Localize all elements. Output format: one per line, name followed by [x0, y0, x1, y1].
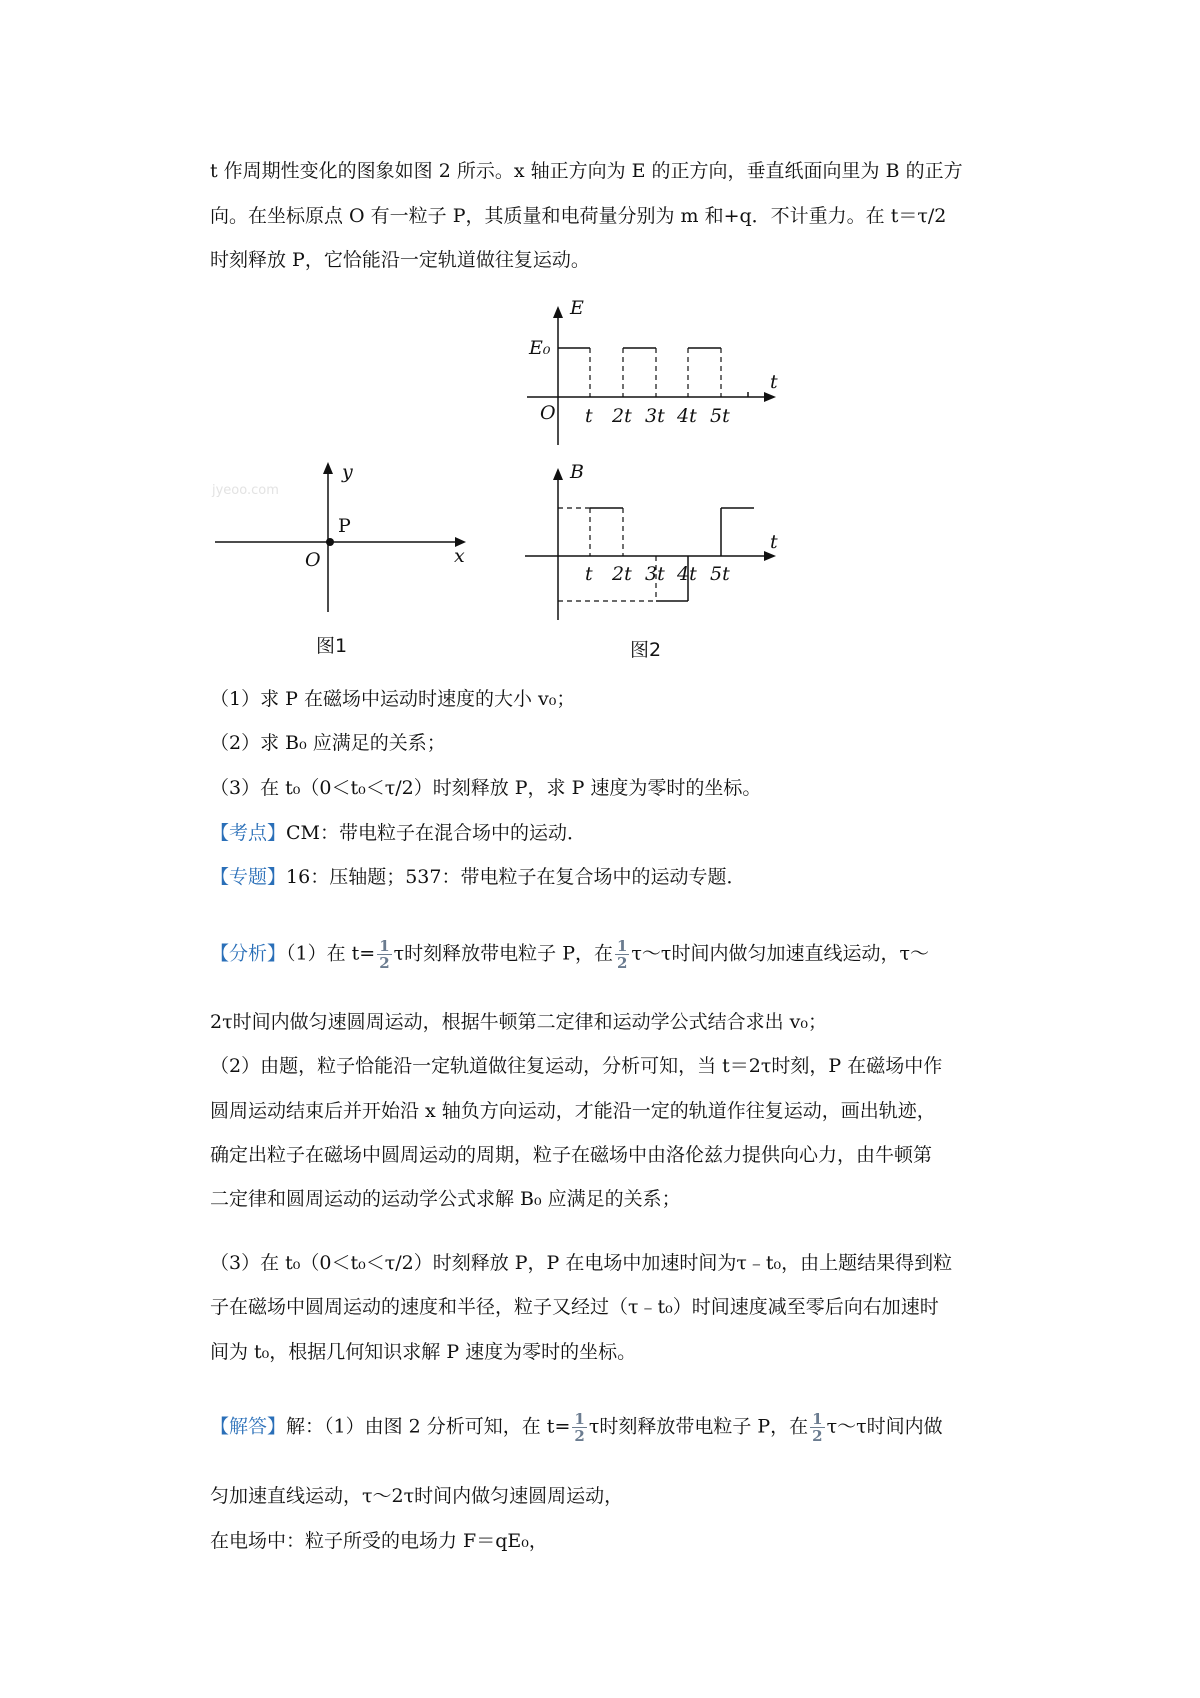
fenxi-line-1	[210, 938, 929, 971]
e-origin-label: O	[540, 402, 556, 424]
e-tick-1: t	[585, 405, 593, 427]
fraction-numerator: 1	[574, 1410, 585, 1428]
watermark: jyeoo.com	[212, 483, 279, 498]
b-tick-2: 2t	[612, 563, 632, 585]
fig1-particle-dot	[326, 538, 334, 546]
fenxi-line-6: 二定律和圆周运动的运动学公式求解 B₀ 应满足的关系；	[210, 1188, 681, 1210]
kaodian-text: CM：带电粒子在混合场中的运动．	[286, 822, 587, 844]
fig1-caption: 图1	[316, 635, 348, 657]
fenxi-line-5: 确定出粒子在磁场中圆周运动的周期，粒子在磁场中由洛伦兹力提供向心力，由牛顿第	[210, 1144, 933, 1166]
zhuanti-text: 16：压轴题；537：带电粒子在复合场中的运动专题．	[286, 866, 746, 888]
fenxi-line-2: 2τ时间内做匀速圆周运动，根据牛顿第二定律和运动学公式结合求出 v₀；	[210, 1011, 827, 1033]
question-2: （2）求 B₀ 应满足的关系；	[210, 732, 446, 754]
e-tick-2: 2t	[612, 405, 632, 427]
jieda-text-b: τ时刻释放带电粒子 P，在	[588, 1415, 809, 1438]
fraction-denominator: 2	[574, 1427, 585, 1445]
fenxi-line-7: （3）在 t₀（0＜t₀＜τ/2）时刻释放 P，P 在电场中加速时间为τ﹣t₀，由上题结果得到粒	[210, 1252, 953, 1274]
fraction-half-4	[810, 1411, 824, 1444]
intro-line-3: 时刻释放 P，它恰能沿一定轨道做往复运动。	[210, 249, 590, 271]
question-3: （3）在 t₀（0＜t₀＜τ/2）时刻释放 P，求 P 速度为零时的坐标。	[210, 777, 762, 799]
e-t-axis-arrow-icon	[764, 392, 776, 402]
e-axis-arrow-icon	[553, 306, 563, 318]
b-tick-1: t	[585, 563, 593, 585]
figure-2-b-graph	[525, 461, 778, 661]
e-tick-3: 3t	[645, 405, 665, 427]
fig1-origin-label: O	[305, 549, 321, 571]
b-tick-3: 3t	[645, 563, 665, 585]
e-tick-5: 5t	[710, 405, 730, 427]
fenxi-text-a: （1）在 t=	[286, 942, 376, 965]
b-label: B	[570, 461, 584, 483]
figure-2-e-graph	[527, 297, 778, 445]
fenxi-line-9: 间为 t₀，根据几何知识求解 P 速度为零时的坐标。	[210, 1341, 637, 1363]
fraction-numerator: 1	[812, 1410, 823, 1428]
kaodian-tag: 【考点】	[210, 822, 287, 844]
fraction-denominator: 2	[379, 954, 390, 972]
jieda-text-a: 解：（1）由图 2 分析可知，在 t=	[286, 1415, 571, 1438]
fenxi-tag: 【分析】	[210, 942, 287, 965]
fenxi-text-c: τ～τ时间内做匀加速直线运动，τ～	[631, 942, 929, 965]
fenxi-line-4: 圆周运动结束后并开始沿 x 轴负方向运动，才能沿一定的轨道作往复运动，画出轨迹，	[210, 1100, 936, 1122]
fraction-denominator: 2	[812, 1427, 823, 1445]
b-t-label: t	[770, 531, 778, 553]
intro-line-2: 向。在坐标原点 O 有一粒子 P，其质量和电荷量分别为 m 和+q．不计重力。在 t＝τ/2	[210, 205, 947, 227]
figure-1	[211, 461, 466, 657]
fraction-denominator: 2	[616, 954, 628, 972]
jieda-line-3: 在电场中：粒子所受的电场力 F＝qE₀，	[210, 1530, 548, 1552]
jieda-tag: 【解答】	[210, 1415, 287, 1438]
fig1-x-label: x	[454, 545, 465, 567]
e-tick-4: 4t	[677, 405, 697, 427]
e0-label: E₀	[529, 337, 551, 359]
fig1-y-label: y	[342, 461, 353, 483]
e-t-label: t	[770, 371, 778, 393]
intro-line-1: t 作周期性变化的图象如图 2 所示。x 轴正方向为 E 的正方向，垂直纸面向里为 B 的正方	[210, 160, 963, 182]
jieda-line-1	[210, 1411, 943, 1444]
b-tick-5: 5t	[710, 563, 730, 585]
fraction-half-2	[615, 938, 629, 971]
fenxi-line-8: 子在磁场中圆周运动的速度和半径，粒子又经过（τ﹣t₀）时间速度减至零后向右加速时	[210, 1296, 939, 1318]
fig1-point-label: P	[338, 515, 351, 537]
b-tick-4: 4t	[677, 563, 697, 585]
jieda-line-2: 匀加速直线运动，τ～2τ时间内做匀速圆周运动，	[210, 1485, 624, 1507]
zhuanti-line	[210, 864, 745, 890]
fenxi-text-b: τ时刻释放带电粒子 P，在	[393, 942, 613, 965]
figures	[0, 0, 1200, 700]
e-label: E	[570, 297, 584, 319]
fraction-numerator: 1	[379, 937, 390, 955]
question-1: （1）求 P 在磁场中运动时速度的大小 v₀；	[210, 688, 576, 710]
fraction-half-3	[572, 1411, 586, 1444]
fig2-caption: 图2	[630, 639, 662, 661]
jieda-text-c: τ～τ时间内做	[826, 1415, 943, 1438]
zhuanti-tag: 【专题】	[210, 866, 287, 888]
kaodian-line	[210, 820, 586, 846]
fraction-numerator: 1	[616, 937, 628, 955]
fenxi-line-3: （2）由题，粒子恰能沿一定轨道做往复运动，分析可知，当 t＝2τ时刻，P 在磁场中作	[210, 1055, 943, 1077]
fraction-half-1	[377, 938, 391, 971]
b-axis-arrow-icon	[553, 468, 563, 480]
fig1-y-arrow-icon	[323, 462, 333, 474]
